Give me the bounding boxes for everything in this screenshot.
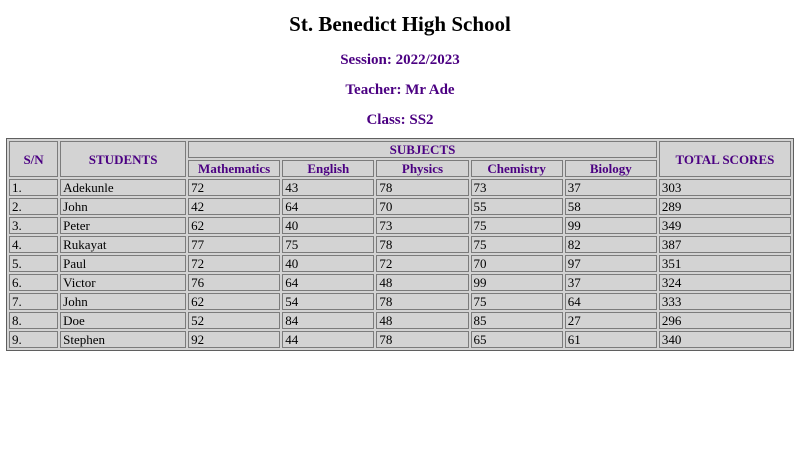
cell-chemistry: 55 bbox=[471, 198, 563, 215]
cell-student: Peter bbox=[60, 217, 186, 234]
col-header-subjects-group: SUBJECTS bbox=[188, 141, 657, 158]
col-header-biology: Biology bbox=[565, 160, 657, 177]
cell-chemistry: 73 bbox=[471, 179, 563, 196]
cell-biology: 99 bbox=[565, 217, 657, 234]
cell-mathematics: 72 bbox=[188, 179, 280, 196]
cell-mathematics: 72 bbox=[188, 255, 280, 272]
cell-physics: 72 bbox=[376, 255, 468, 272]
cell-english: 54 bbox=[282, 293, 374, 310]
cell-total: 387 bbox=[659, 236, 791, 253]
table-row bbox=[9, 274, 791, 291]
cell-total: 333 bbox=[659, 293, 791, 310]
cell-biology: 61 bbox=[565, 331, 657, 348]
teacher-subtitle: Teacher: Mr Ade bbox=[345, 82, 455, 98]
cell-mathematics: 62 bbox=[188, 293, 280, 310]
cell-student: John bbox=[60, 198, 186, 215]
cell-biology: 27 bbox=[565, 312, 657, 329]
cell-sn: 4. bbox=[9, 236, 58, 253]
table-row bbox=[9, 312, 791, 329]
col-header-students: STUDENTS bbox=[60, 141, 186, 177]
cell-english: 43 bbox=[282, 179, 374, 196]
cell-biology: 97 bbox=[565, 255, 657, 272]
cell-physics: 70 bbox=[376, 198, 468, 215]
cell-total: 324 bbox=[659, 274, 791, 291]
cell-mathematics: 42 bbox=[188, 198, 280, 215]
cell-physics: 78 bbox=[376, 293, 468, 310]
cell-sn: 9. bbox=[9, 331, 58, 348]
cell-english: 64 bbox=[282, 274, 374, 291]
table-row bbox=[9, 236, 791, 253]
table-row bbox=[9, 255, 791, 272]
cell-student: Doe bbox=[60, 312, 186, 329]
cell-mathematics: 76 bbox=[188, 274, 280, 291]
cell-physics: 48 bbox=[376, 274, 468, 291]
results-table-body bbox=[9, 179, 791, 348]
cell-chemistry: 75 bbox=[471, 217, 563, 234]
cell-physics: 48 bbox=[376, 312, 468, 329]
cell-total: 289 bbox=[659, 198, 791, 215]
results-table bbox=[6, 138, 794, 351]
cell-english: 75 bbox=[282, 236, 374, 253]
cell-english: 40 bbox=[282, 255, 374, 272]
cell-student: Stephen bbox=[60, 331, 186, 348]
cell-sn: 6. bbox=[9, 274, 58, 291]
col-header-chemistry: Chemistry bbox=[471, 160, 563, 177]
cell-chemistry: 99 bbox=[471, 274, 563, 291]
results-table-head bbox=[9, 141, 791, 177]
cell-student: Victor bbox=[60, 274, 186, 291]
col-header-sn: S/N bbox=[9, 141, 58, 177]
col-header-english: English bbox=[282, 160, 374, 177]
cell-english: 40 bbox=[282, 217, 374, 234]
cell-biology: 64 bbox=[565, 293, 657, 310]
cell-student: Adekunle bbox=[60, 179, 186, 196]
cell-english: 44 bbox=[282, 331, 374, 348]
cell-chemistry: 70 bbox=[471, 255, 563, 272]
table-row bbox=[9, 331, 791, 348]
page-title: St. Benedict High School bbox=[289, 12, 511, 36]
cell-chemistry: 75 bbox=[471, 236, 563, 253]
cell-physics: 73 bbox=[376, 217, 468, 234]
cell-english: 64 bbox=[282, 198, 374, 215]
table-row bbox=[9, 179, 791, 196]
header-row-groups bbox=[9, 141, 791, 158]
cell-english: 84 bbox=[282, 312, 374, 329]
col-header-physics: Physics bbox=[376, 160, 468, 177]
cell-sn: 8. bbox=[9, 312, 58, 329]
cell-total: 351 bbox=[659, 255, 791, 272]
cell-total: 296 bbox=[659, 312, 791, 329]
class-subtitle: Class: SS2 bbox=[366, 112, 434, 128]
cell-chemistry: 65 bbox=[471, 331, 563, 348]
cell-mathematics: 77 bbox=[188, 236, 280, 253]
cell-total: 340 bbox=[659, 331, 791, 348]
cell-student: Paul bbox=[60, 255, 186, 272]
col-header-mathematics: Mathematics bbox=[188, 160, 280, 177]
col-header-total-scores: TOTAL SCORES bbox=[659, 141, 791, 177]
cell-sn: 7. bbox=[9, 293, 58, 310]
cell-student: John bbox=[60, 293, 186, 310]
cell-physics: 78 bbox=[376, 179, 468, 196]
cell-student: Rukayat bbox=[60, 236, 186, 253]
cell-total: 303 bbox=[659, 179, 791, 196]
cell-biology: 37 bbox=[565, 179, 657, 196]
cell-mathematics: 92 bbox=[188, 331, 280, 348]
cell-sn: 2. bbox=[9, 198, 58, 215]
cell-physics: 78 bbox=[376, 331, 468, 348]
cell-sn: 5. bbox=[9, 255, 58, 272]
cell-sn: 1. bbox=[9, 179, 58, 196]
table-row bbox=[9, 293, 791, 310]
table-row bbox=[9, 198, 791, 215]
cell-total: 349 bbox=[659, 217, 791, 234]
cell-mathematics: 52 bbox=[188, 312, 280, 329]
cell-chemistry: 85 bbox=[471, 312, 563, 329]
session-subtitle: Session: 2022/2023 bbox=[340, 52, 460, 68]
table-row bbox=[9, 217, 791, 234]
cell-mathematics: 62 bbox=[188, 217, 280, 234]
cell-biology: 82 bbox=[565, 236, 657, 253]
cell-physics: 78 bbox=[376, 236, 468, 253]
cell-sn: 3. bbox=[9, 217, 58, 234]
cell-chemistry: 75 bbox=[471, 293, 563, 310]
cell-biology: 37 bbox=[565, 274, 657, 291]
cell-biology: 58 bbox=[565, 198, 657, 215]
